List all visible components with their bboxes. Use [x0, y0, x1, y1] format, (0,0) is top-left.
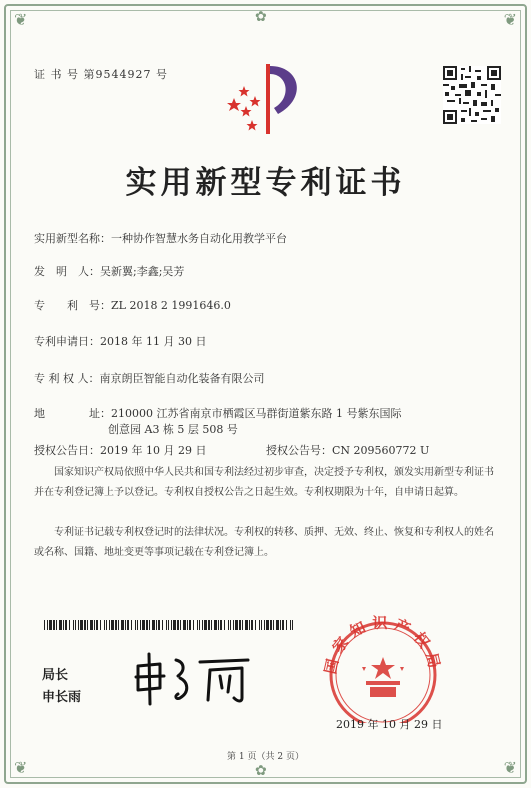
barcode-bar [273, 620, 274, 630]
barcode-bar [242, 620, 243, 630]
field-value: 南京朗臣智能自动化装备有限公司 [99, 372, 265, 385]
barcode-bar [276, 620, 279, 630]
certificate-title: 实用新型专利证书 [125, 165, 406, 201]
field-label: 地 址： [34, 407, 111, 420]
filing-date-row [34, 335, 206, 349]
barcode-icon [44, 620, 294, 630]
barcode-bar [118, 620, 119, 630]
barcode-bar [75, 620, 76, 630]
barcode-bar [270, 620, 272, 630]
address-row [34, 407, 401, 421]
field-value: 吴新翼;李鑫;吴芳 [100, 265, 185, 278]
barcode-bar [146, 620, 148, 630]
barcode-bar [264, 620, 265, 630]
field-value: 2019 年 10 月 29 日 [100, 444, 207, 457]
barcode-bar [290, 620, 291, 630]
barcode-bar [218, 620, 219, 630]
corner-ornament-icon: ❦ [14, 10, 28, 29]
barcode-bar [173, 620, 176, 630]
field-value: 210000 江苏省南京市栖霞区马群街道紫东路 1 号紫东国际 [111, 407, 402, 420]
grant-number-row [266, 444, 429, 458]
barcode-bar [224, 620, 225, 630]
field-value: 一种协作智慧水务自动化用教学平台 [111, 232, 287, 245]
barcode-bar [53, 620, 55, 630]
barcode-bar [162, 620, 163, 630]
top-ornament-icon: ✿ [255, 9, 267, 25]
qr-code-icon [443, 66, 501, 124]
barcode-bar [56, 620, 57, 630]
barcode-bar [115, 620, 117, 630]
barcode-bar [168, 620, 169, 630]
patent-office-logo-icon [222, 58, 318, 138]
barcode-bar [140, 620, 141, 630]
barcode-bar [282, 620, 284, 630]
barcode-bar [286, 620, 287, 630]
barcode-bar [73, 620, 74, 630]
barcode-bar [280, 620, 281, 630]
barcode-bar [204, 620, 207, 630]
barcode-bar [90, 620, 93, 630]
barcode-bar [255, 620, 256, 630]
barcode-bar [156, 620, 157, 630]
handwritten-signature [130, 648, 265, 708]
barcode-bar [59, 620, 62, 630]
barcode-bar [197, 620, 198, 630]
barcode-bar [100, 620, 101, 630]
barcode-bar [65, 620, 67, 630]
barcode-bar [261, 620, 262, 630]
field-value: 创意园 A3 栋 5 层 508 号 [108, 423, 238, 436]
barcode-bar [142, 620, 145, 630]
director-name: 申长雨 [42, 690, 82, 705]
barcode-bar [292, 620, 293, 630]
official-seal [318, 613, 448, 723]
field-label: 发 明 人： [34, 265, 100, 278]
field-label: 授权公告日： [34, 444, 100, 457]
corner-ornament-icon: ❦ [503, 758, 517, 777]
bottom-ornament-icon: ✿ [255, 763, 267, 779]
barcode-bar [96, 620, 98, 630]
field-label: 授权公告号： [266, 444, 332, 457]
barcode-bar [245, 620, 248, 630]
barcode-bar [104, 620, 105, 630]
field-label: 专 利 号： [34, 299, 111, 312]
barcode-bar [135, 620, 136, 630]
grant-date-row [34, 444, 206, 458]
corner-ornament-icon: ❦ [14, 758, 28, 777]
barcode-bar [199, 620, 200, 630]
barcode-bar [189, 620, 191, 630]
grant-statement-paragraph: 国家知识产权局依照中华人民共和国专利法经过初步审查，决定授予专利权，颁发实用新型专利证书并在专利登记簿上予以登记。专利权自授权公告之日起生效。专利权期限为十年，自申请日起算。 [34, 467, 494, 498]
field-value: ZL 2018 2 1991646.0 [111, 299, 231, 312]
barcode-bar [49, 620, 52, 630]
barcode-bar [44, 620, 45, 630]
barcode-bar [127, 620, 129, 630]
barcode-bar [214, 620, 217, 630]
barcode-bar [180, 620, 181, 630]
seal-arc-text: 国家知识产权局 [321, 613, 445, 676]
barcode-bar [211, 620, 212, 630]
barcode-bar [78, 620, 79, 630]
barcode-bar [47, 620, 48, 630]
field-label: 专利申请日： [34, 335, 100, 348]
barcode-bar [121, 620, 124, 630]
barcode-bar [106, 620, 107, 630]
barcode-bar [63, 620, 64, 630]
barcode-bar [84, 620, 86, 630]
barcode-bar [87, 620, 88, 630]
barcode-bar [80, 620, 83, 630]
barcode-bar [187, 620, 188, 630]
barcode-bar [193, 620, 194, 630]
legal-status-paragraph: 专利证书记载专利权登记时的法律状况。专利权的转移、质押、无效、终止、恢复和专利权人的姓名或名称、国籍、地址变更等事项记载在专利登记簿上。 [34, 527, 494, 558]
barcode-bar [177, 620, 179, 630]
seal-date: 2019 年 10 月 29 日 [336, 718, 443, 731]
barcode-bar [166, 620, 167, 630]
barcode-bar [230, 620, 231, 630]
barcode-bar [149, 620, 150, 630]
utility-model-name-row [34, 232, 287, 246]
barcode-bar [228, 620, 229, 630]
barcode-bar [266, 620, 269, 630]
director-title: 局长 [42, 668, 69, 683]
barcode-bar [249, 620, 250, 630]
barcode-bar [109, 620, 110, 630]
barcode-bar [220, 620, 222, 630]
barcode-bar [251, 620, 253, 630]
certificate-number: 证 书 号 第9544927 号 [34, 68, 168, 81]
barcode-bar [239, 620, 241, 630]
field-label: 专 利 权 人： [34, 372, 100, 385]
patentee-row [34, 372, 265, 386]
address-row-continued [108, 423, 238, 437]
barcode-bar [208, 620, 210, 630]
barcode-bar [233, 620, 234, 630]
barcode-bar [137, 620, 138, 630]
barcode-bar [152, 620, 155, 630]
inventor-row [34, 265, 184, 279]
corner-ornament-icon: ❦ [503, 10, 517, 29]
barcode-bar [125, 620, 126, 630]
barcode-bar [94, 620, 95, 630]
barcode-bar [158, 620, 160, 630]
barcode-bar [69, 620, 70, 630]
barcode-bar [183, 620, 186, 630]
barcode-bar [171, 620, 172, 630]
barcode-bar [131, 620, 132, 630]
field-label: 实用新型名称： [34, 232, 111, 245]
barcode-bar [259, 620, 260, 630]
field-value: CN 209560772 U [332, 444, 430, 457]
barcode-bar [235, 620, 238, 630]
patent-number-row [34, 299, 231, 313]
field-value: 2018 年 11 月 30 日 [100, 335, 207, 348]
page-number: 第 1 页（共 2 页） [227, 752, 304, 762]
barcode-bar [111, 620, 114, 630]
barcode-bar [202, 620, 203, 630]
